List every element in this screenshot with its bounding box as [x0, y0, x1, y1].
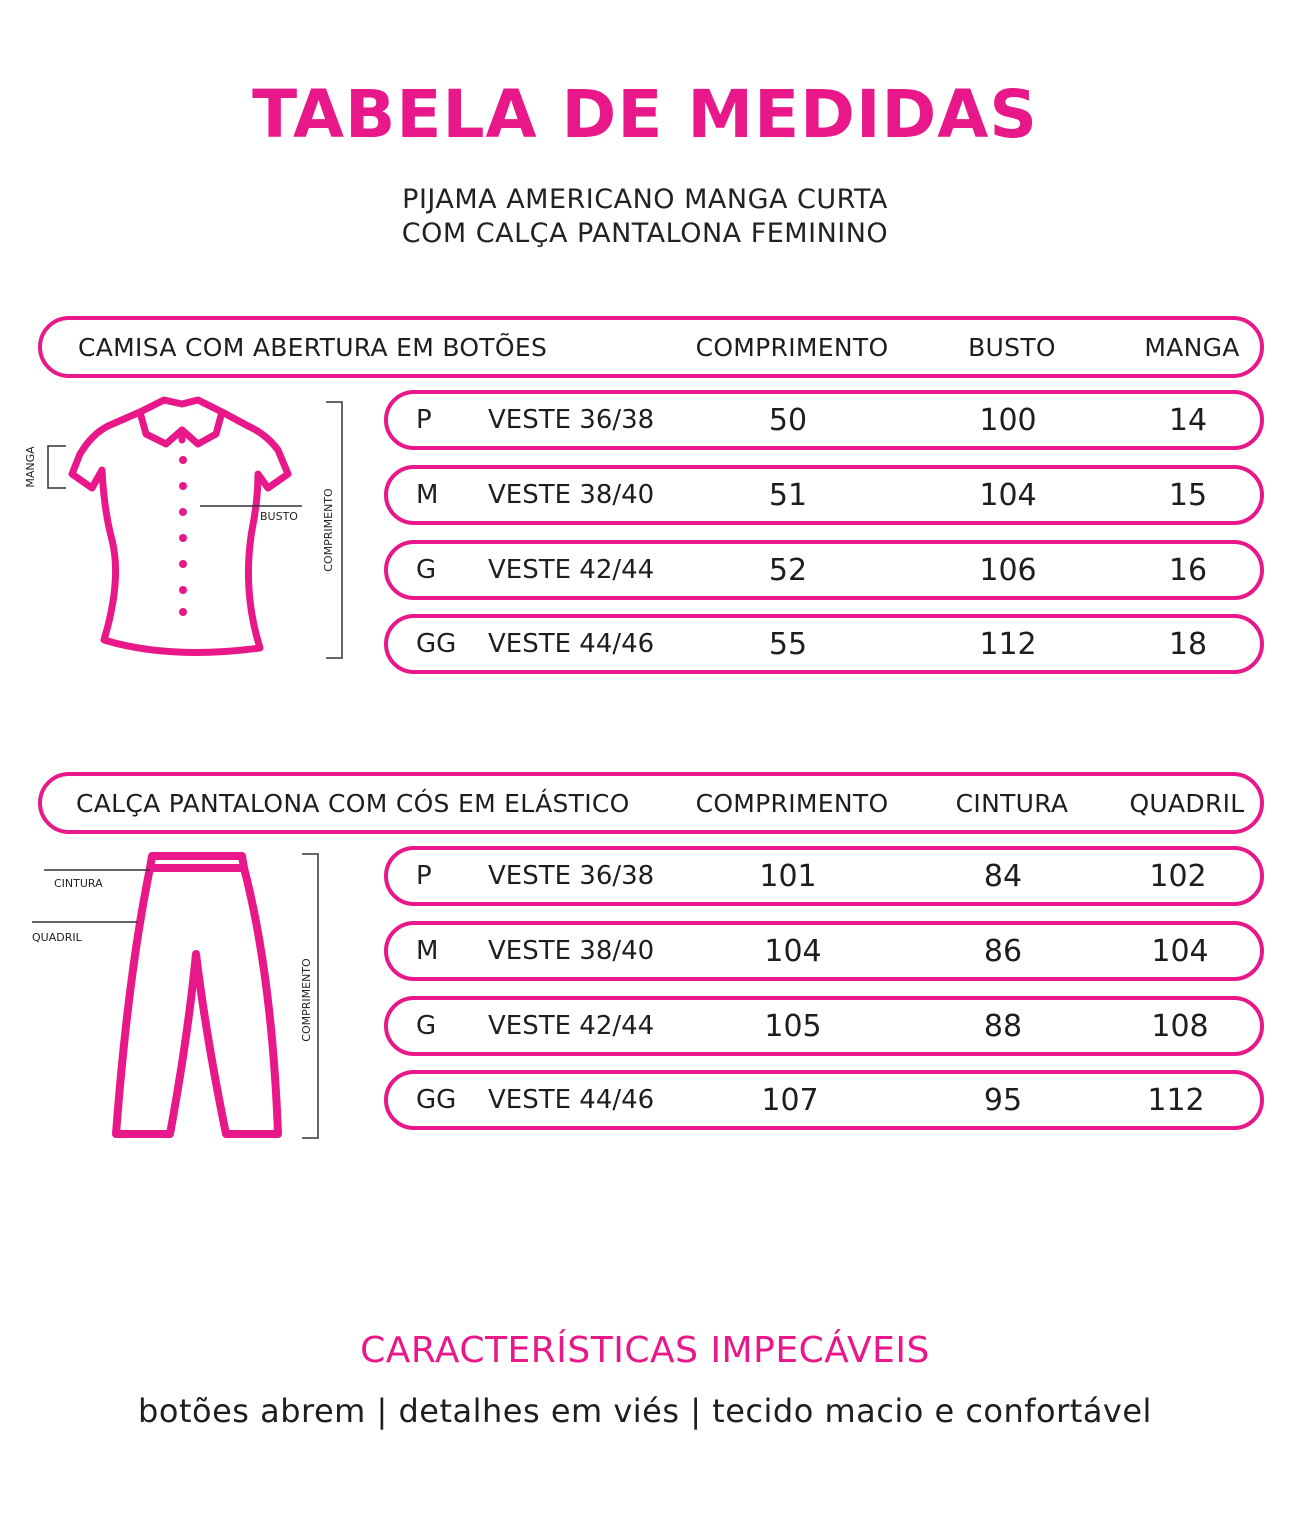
comprimento-value: 104 — [764, 933, 822, 969]
shirt-manga-label: MANGA — [24, 446, 37, 488]
shirt-busto-label: BUSTO — [260, 510, 298, 523]
shirt-table-header — [38, 316, 1264, 378]
features-title: CARACTERÍSTICAS IMPECÁVEIS — [360, 1330, 930, 1371]
pants-header-label: CALÇA PANTALONA COM CÓS EM ELÁSTICO — [76, 788, 630, 818]
comprimento-value: 51 — [768, 477, 808, 513]
quadril-value: 104 — [1151, 933, 1209, 969]
page-title: TABELA DE MEDIDAS — [252, 76, 1038, 153]
shirt-row — [384, 540, 1264, 600]
size-label: G — [416, 555, 437, 585]
comprimento-value: 107 — [761, 1082, 819, 1118]
pants-quadril-label: QUADRIL — [32, 931, 82, 944]
size-label: GG — [416, 1085, 457, 1115]
busto-value: 104 — [979, 477, 1037, 513]
pants-row — [384, 846, 1264, 906]
comprimento-value: 52 — [768, 552, 808, 588]
busto-value: 112 — [979, 626, 1037, 662]
fit-label: VESTE 42/44 — [488, 555, 655, 585]
shirt-row — [384, 465, 1264, 525]
pants-row — [384, 996, 1264, 1056]
size-label: P — [416, 405, 432, 435]
cintura-value: 86 — [983, 933, 1023, 969]
pants-header-cintura: CINTURA — [955, 788, 1069, 818]
product-name-line-1: PIJAMA AMERICANO MANGA CURTA — [402, 184, 888, 215]
comprimento-value: 101 — [759, 858, 817, 894]
fit-label: VESTE 36/38 — [488, 405, 655, 435]
pants-table-header — [38, 772, 1264, 834]
size-label: G — [416, 1011, 437, 1041]
size-label: M — [416, 480, 439, 510]
busto-value: 100 — [979, 402, 1037, 438]
pants-row — [384, 1070, 1264, 1130]
size-label: M — [416, 936, 439, 966]
shirt-header-label: CAMISA COM ABERTURA EM BOTÕES — [78, 332, 548, 362]
shirt-row — [384, 390, 1264, 450]
manga-value: 16 — [1168, 552, 1208, 588]
pants-illustration — [20, 846, 340, 1146]
comprimento-value: 50 — [768, 402, 808, 438]
shirt-comprimento-label: COMPRIMENTO — [322, 488, 335, 572]
fit-label: VESTE 44/46 — [488, 629, 655, 659]
pants-cintura-label: CINTURA — [54, 877, 103, 890]
manga-value: 14 — [1168, 402, 1208, 438]
quadril-value: 102 — [1149, 858, 1207, 894]
cintura-value: 88 — [983, 1008, 1023, 1044]
manga-value: 18 — [1168, 626, 1208, 662]
pants-comprimento-label: COMPRIMENTO — [300, 958, 313, 1042]
shirt-header-busto: BUSTO — [968, 332, 1056, 362]
comprimento-value: 105 — [764, 1008, 822, 1044]
pants-row — [384, 921, 1264, 981]
comprimento-value: 55 — [768, 626, 808, 662]
cintura-value: 84 — [983, 858, 1023, 894]
pants-header-quadril: QUADRIL — [1129, 788, 1245, 818]
shirt-row — [384, 614, 1264, 674]
shirt-illustration — [20, 390, 360, 670]
pants-header-comprimento: COMPRIMENTO — [695, 788, 889, 818]
quadril-value: 108 — [1151, 1008, 1209, 1044]
shirt-header-manga: MANGA — [1144, 332, 1240, 362]
features-list: botões abrem | detalhes em viés | tecido macio e confortável — [138, 1392, 1152, 1430]
shirt-header-comprimento: COMPRIMENTO — [695, 332, 889, 362]
fit-label: VESTE 38/40 — [488, 936, 655, 966]
fit-label: VESTE 42/44 — [488, 1011, 655, 1041]
size-label: P — [416, 861, 432, 891]
cintura-value: 95 — [983, 1082, 1023, 1118]
product-name-line-2: COM CALÇA PANTALONA FEMININO — [401, 218, 889, 249]
fit-label: VESTE 38/40 — [488, 480, 655, 510]
manga-value: 15 — [1168, 477, 1208, 513]
fit-label: VESTE 44/46 — [488, 1085, 655, 1115]
size-label: GG — [416, 629, 457, 659]
busto-value: 106 — [979, 552, 1037, 588]
quadril-value: 112 — [1147, 1082, 1205, 1118]
fit-label: VESTE 36/38 — [488, 861, 655, 891]
